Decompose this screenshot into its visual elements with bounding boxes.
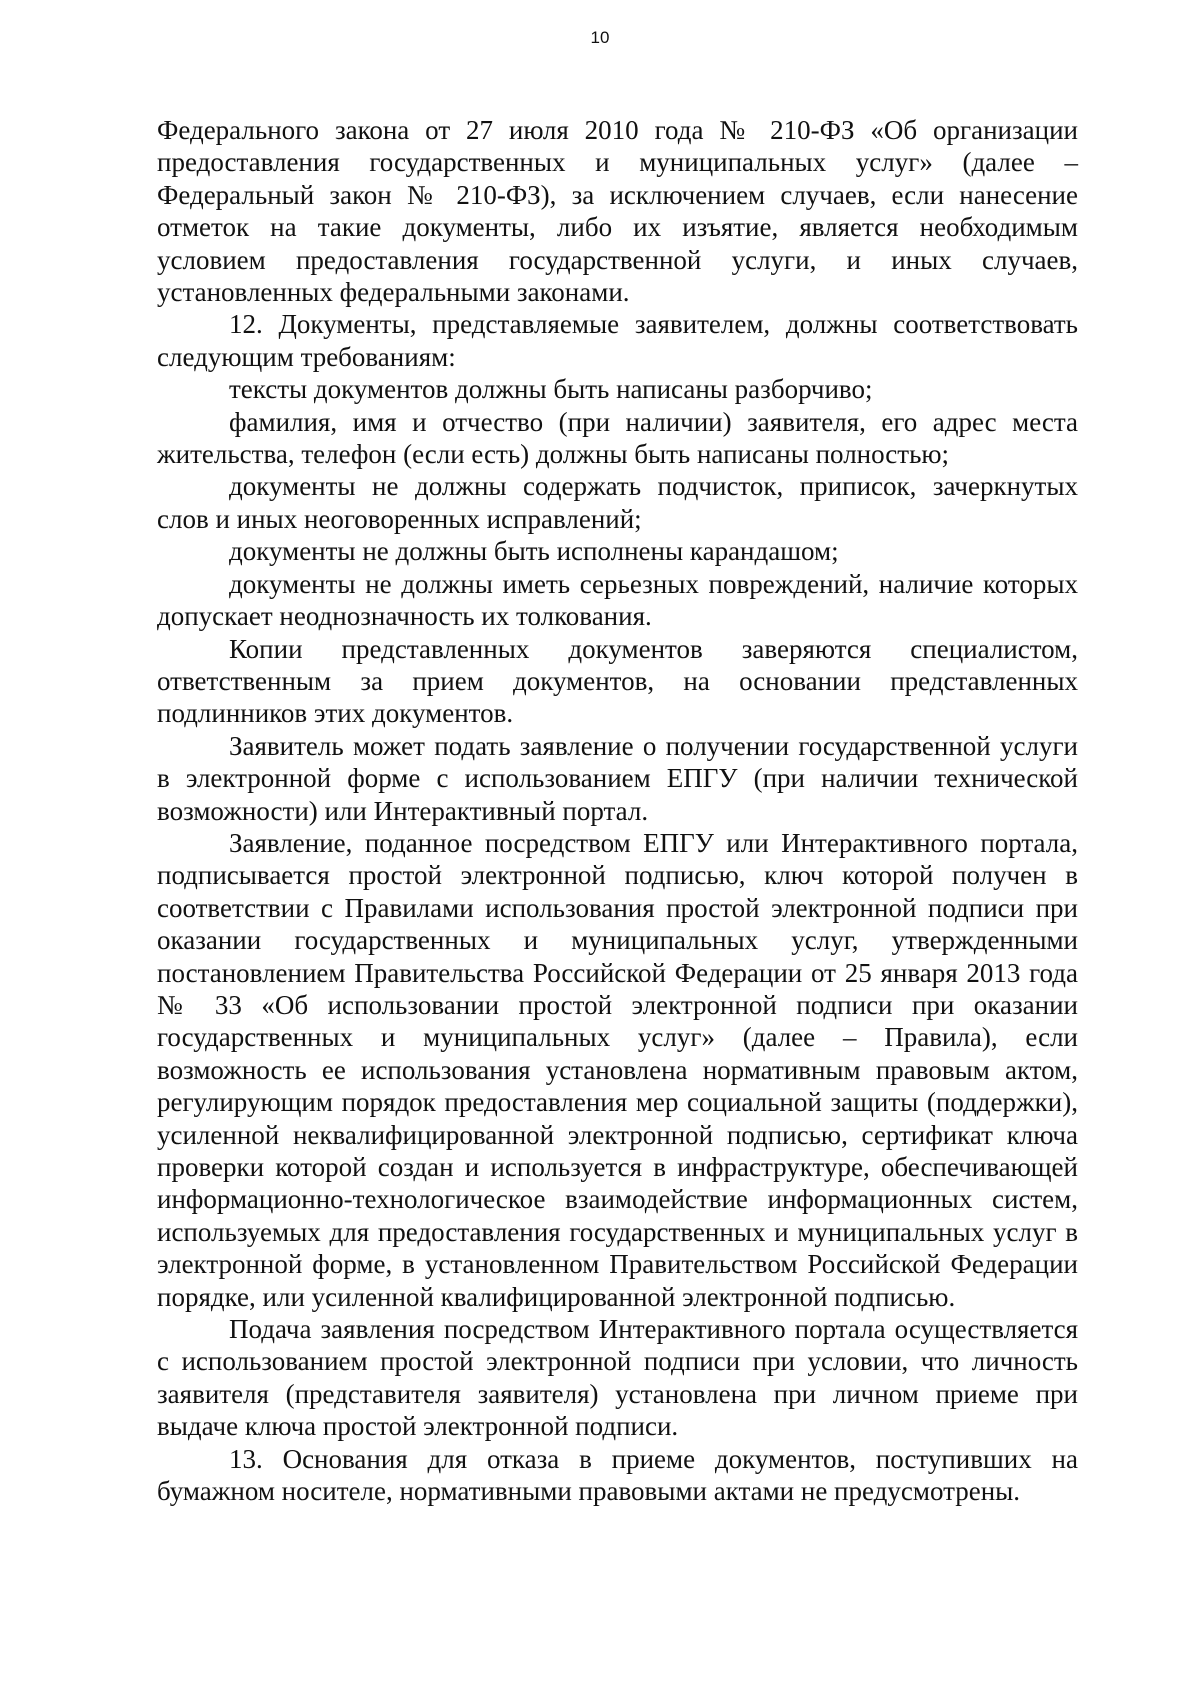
paragraph-9: Заявитель может подать заявление о получении государственной услуги в электронной форме с использованием ЕПГУ (при наличии технической возможности) или Интерактивный портал. (157, 730, 1078, 826)
paragraph-7: документы не должны иметь серьезных повреждений, наличие которых допускает неоднозначность их толкования. (157, 568, 1078, 632)
document-body (157, 114, 1078, 1507)
paragraph-2: 12. Документы, представляемые заявителем, должны соответствовать следующим требованиям: (157, 309, 1078, 372)
paragraph-11: Подача заявления посредством Интерактивного портала осуществляется с использованием простой электронной подписи при условии, что личность заявителя (представителя заявителя) установлена при личном приеме при выдаче ключа простой электронной подписи. (157, 1314, 1078, 1442)
paragraph-5: документы не должны содержать подчисток, приписок, зачеркнутых слов и иных неоговоренных исправлений; (157, 471, 1078, 534)
paragraph-10: Заявление, поданное посредством ЕПГУ или Интерактивного портала, подписывается простой электронной подписью, ключ которой получен в соответствии с Правилами использования простой электронной подписи при оказании государственных и муниципальных услуг, утвержденными постановлением Правительства Российской Федерации от 25 января 2013 года № 33 «Об использовании простой электронной подписи при оказании государственных и муниципальных услуг» (далее – Правила), если возможность ее использования установлена нормативным правовым актом, регулирующим порядок предоставления мер социальной защиты (поддержки), усиленной неквалифицированной электронной подписью, сертификат ключа проверки которой создан и используется в инфраструктуре, обеспечивающей информационно-технологическое взаимодействие информационных систем, используемых для предоставления государственных и муниципальных услуг в электронной форме, в установленном Правительством Российской Федерации порядке, или усиленной квалифицированной электронной подписью. (157, 827, 1078, 1312)
paragraph-4: фамилия, имя и отчество (при наличии) заявителя, его адрес места жительства, телефон (если есть) должны быть написаны полностью; (157, 406, 1078, 470)
paragraph-6: документы не должны быть исполнены карандашом; (229, 536, 839, 567)
paragraph-12: 13. Основания для отказа в приеме документов, поступивших на бумажном носителе, нормативными правовыми актами не предусмотрены. (157, 1443, 1078, 1507)
page-number: 10 (590, 28, 610, 47)
paragraph-1: Федерального закона от 27 июля 2010 года № 210-ФЗ «Об организации предоставления государственных и муниципальных услуг» (далее – Федеральный закон № 210-ФЗ), за исключением случаев, если нанесение отметок на такие документы, либо их изъятие, является необходимым условием предоставления государственной услуги, и иных случаев, установленных федеральными законами. (157, 115, 1078, 308)
paragraph-8: Копии представленных документов заверяются специалистом, ответственным за прием документов, на основании представленных подлинников этих документов. (157, 633, 1078, 729)
paragraph-3: тексты документов должны быть написаны разборчиво; (229, 374, 873, 405)
